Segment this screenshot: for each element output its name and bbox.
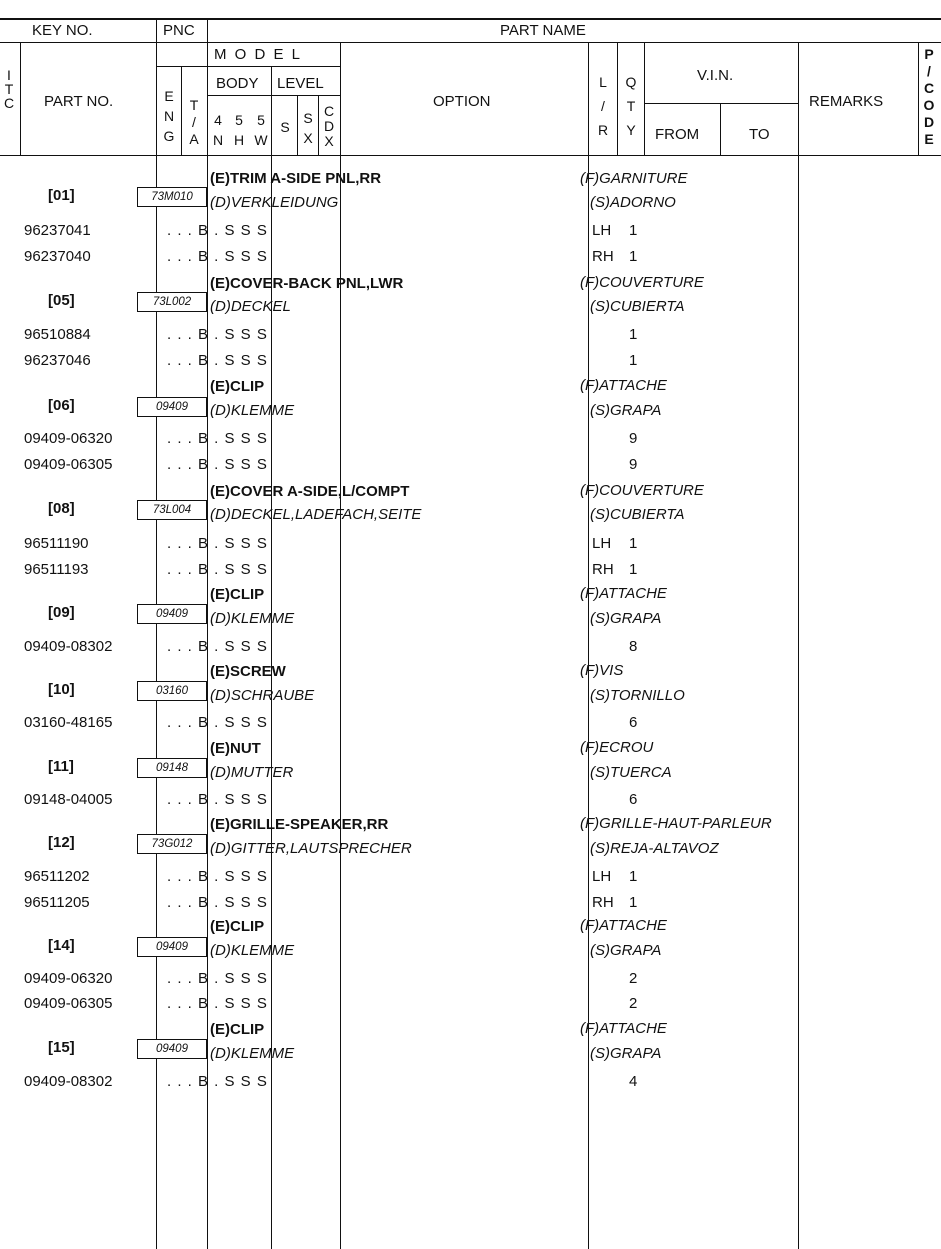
model-codes: . . . B . S S S [167,1073,268,1090]
eng-header: E N G [163,88,175,144]
lr-header: L / R [597,74,609,138]
french-name: (F)VIS [580,662,624,679]
part-number: 09409-06305 [24,456,113,473]
vin-to-header: TO [749,126,770,143]
model-codes: . . . B . S S S [167,222,268,239]
model-codes: . . . B . S S S [167,868,268,885]
english-name: (E)TRIM A-SIDE PNL,RR [210,170,382,187]
vin-header: V.I.N. [697,67,734,84]
model-codes: . . . B . S S S [167,248,268,265]
english-name: (E)CLIP [210,586,265,603]
german-name: (D)KLEMME [210,1045,295,1062]
english-name: (E)GRILLE-SPEAKER,RR [210,816,389,833]
quantity: 1 [629,352,638,369]
model-codes: . . . B . S S S [167,352,268,369]
key-number: [01] [48,187,75,204]
body-5h-header: 5 H [233,112,245,148]
part-number: 96511193 [24,561,89,578]
german-name: (D)GITTER,LAUTSPRECHER [210,840,412,857]
pnc-code: 09148 [137,758,207,778]
quantity: 2 [629,995,638,1012]
body-4n-header: 4 N [212,112,224,148]
quantity: 1 [629,326,638,343]
french-name: (F)ATTACHE [580,377,667,394]
side: LH [592,535,612,552]
part-number: 96237040 [24,248,91,265]
part-number: 09409-06320 [24,430,113,447]
spanish-name: (S)CUBIERTA [590,298,685,315]
quantity: 9 [629,456,638,473]
quantity: 1 [629,248,638,265]
vin-from-header: FROM [655,126,700,143]
key-number: [14] [48,937,75,954]
part-number: 96510884 [24,326,91,343]
body-header: BODY [216,75,259,92]
model-codes: . . . B . S S S [167,894,268,911]
pnc-code: 03160 [137,681,207,701]
french-name: (F)COUVERTURE [580,482,704,499]
part-number: 96237046 [24,352,91,369]
key-number: [11] [48,758,74,775]
pcode-header: P / C O D E [923,46,935,147]
french-name: (F)GRILLE-HAUT-PARLEUR [580,815,772,832]
pnc-code: 09409 [137,397,207,417]
model-codes: . . . B . S S S [167,326,268,343]
side: RH [592,894,614,911]
key-number: [12] [48,834,75,851]
part-number: 96511205 [24,894,90,911]
itc-header: I T C [3,67,15,111]
body-5w-header: 5 W [254,112,268,148]
spanish-name: (S)CUBIERTA [590,506,685,523]
french-name: (F)GARNITURE [580,170,688,187]
quantity: 1 [629,535,638,552]
pnc-code: 73M010 [137,187,207,207]
side: RH [592,561,614,578]
german-name: (D)KLEMME [210,402,295,419]
pnc-code: 73G012 [137,834,207,854]
french-name: (F)ATTACHE [580,585,667,602]
model-codes: . . . B . S S S [167,456,268,473]
german-name: (D)DECKEL,LADEFACH,SEITE [210,506,422,523]
german-name: (D)VERKLEIDUNG [210,194,339,211]
quantity: 9 [629,430,638,447]
quantity: 1 [629,222,638,239]
ta-header: T / A [189,97,199,147]
quantity: 8 [629,638,638,655]
pnc-code: 09409 [137,604,207,624]
key-number: [06] [48,397,75,414]
option-header: OPTION [433,93,491,110]
english-name: (E)COVER-BACK PNL,LWR [210,275,404,292]
pnc-code: 73L002 [137,292,207,312]
quantity: 2 [629,970,638,987]
spanish-name: (S)ADORNO [590,194,676,211]
french-name: (F)ATTACHE [580,1020,667,1037]
pnc-code: 73L004 [137,500,207,520]
key-number: [05] [48,292,75,309]
german-name: (D)SCHRAUBE [210,687,315,704]
spanish-name: (S)GRAPA [590,610,662,627]
part-no-header: PART NO. [44,93,114,110]
quantity: 1 [629,894,638,911]
part-number: 09409-08302 [24,638,113,655]
german-name: (D)KLEMME [210,610,295,627]
level-cdx-header: C D X [323,103,335,149]
english-name: (E)SCREW [210,663,286,680]
model-codes: . . . B . S S S [167,638,268,655]
quantity: 6 [629,714,638,731]
part-number: 09148-04005 [24,791,113,808]
english-name: (E)CLIP [210,378,265,395]
part-number: 96511202 [24,868,90,885]
french-name: (F)COUVERTURE [580,274,704,291]
spanish-name: (S)TUERCA [590,764,672,781]
model-codes: . . . B . S S S [167,995,268,1012]
model-codes: . . . B . S S S [167,791,268,808]
part-number: 09409-06305 [24,995,113,1012]
german-name: (D)KLEMME [210,942,295,959]
part-name-header: PART NAME [500,22,586,39]
quantity: 6 [629,791,638,808]
part-number: 96511190 [24,535,89,552]
part-number: 09409-06320 [24,970,113,987]
quantity: 4 [629,1073,638,1090]
part-number: 03160-48165 [24,714,113,731]
model-codes: . . . B . S S S [167,535,268,552]
english-name: (E)COVER A-SIDE,L/COMPT [210,483,410,500]
model-header: M O D E L [214,46,303,63]
qty-header: Q T Y [625,74,637,138]
side: LH [592,222,612,239]
model-codes: . . . B . S S S [167,714,268,731]
key-number: [10] [48,681,75,698]
german-name: (D)DECKEL [210,298,291,315]
key-number: [09] [48,604,75,621]
pnc-code: 09409 [137,937,207,957]
pnc-header: PNC [163,22,195,39]
key-number: [15] [48,1039,75,1056]
french-name: (F)ECROU [580,739,654,756]
spanish-name: (S)REJA-ALTAVOZ [590,840,719,857]
side: LH [592,868,612,885]
french-name: (F)ATTACHE [580,917,667,934]
level-s-header: S [280,119,290,135]
key-no-header: KEY NO. [32,22,93,39]
model-codes: . . . B . S S S [167,970,268,987]
level-sx-header: S X [303,110,313,146]
side: RH [592,248,614,265]
model-codes: . . . B . S S S [167,430,268,447]
level-header: LEVEL [277,75,324,92]
spanish-name: (S)GRAPA [590,942,662,959]
key-number: [08] [48,500,75,517]
german-name: (D)MUTTER [210,764,294,781]
english-name: (E)NUT [210,740,261,757]
quantity: 1 [629,561,638,578]
spanish-name: (S)GRAPA [590,402,662,419]
spanish-name: (S)TORNILLO [590,687,685,704]
english-name: (E)CLIP [210,918,265,935]
quantity: 1 [629,868,638,885]
part-number: 96237041 [24,222,91,239]
pnc-code: 09409 [137,1039,207,1059]
spanish-name: (S)GRAPA [590,1045,662,1062]
model-codes: . . . B . S S S [167,561,268,578]
english-name: (E)CLIP [210,1021,265,1038]
part-number: 09409-08302 [24,1073,113,1090]
remarks-header: REMARKS [809,93,884,110]
